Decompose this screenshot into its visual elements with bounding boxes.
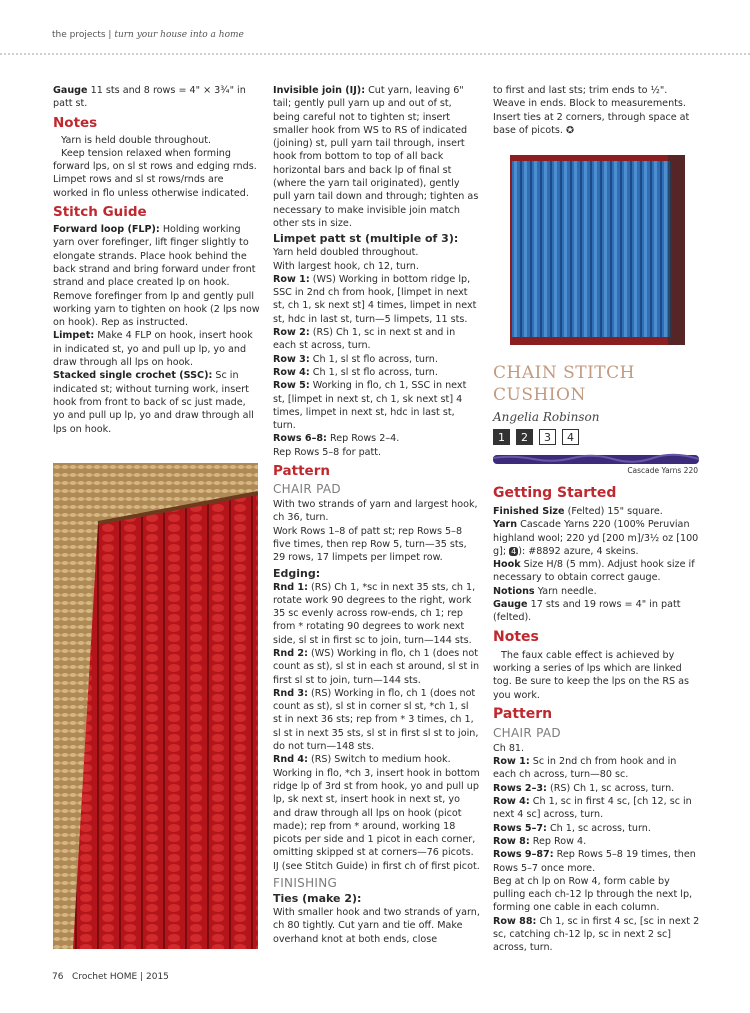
instruction: With largest hook, ch 12, turn. — [273, 260, 419, 272]
stitch-def-ssc: Stacked single crochet (SSC): Sc in indicated st; without turning work, insert hook from front to back of sc just made, yo and pull up lp, yo and draw through all lps on hook. — [53, 370, 254, 435]
stitch-def-limpet: Limpet: Make 4 FLP on hook, insert hook in indicated st, yo and pull up lp, yo and draw through all lps on hook. — [53, 330, 253, 369]
row-instruction: Rows 9–87: Rep Rows 5–8 19 times, then Rows 5–7 once more. — [493, 849, 696, 874]
row-instruction: Rows 6–8: Rep Rows 2–4. — [273, 433, 400, 445]
red-chair-pad-photo — [53, 463, 258, 949]
chair-pad-heading-2: CHAIR PAD — [493, 725, 561, 740]
section-subtitle: turn your house into a home — [114, 30, 244, 40]
issue-year: 2015 — [146, 972, 169, 982]
skill-levels — [493, 429, 579, 445]
row-instruction: Row 1: (WS) Working in bottom ridge lp, SSC in 2nd ch from hook, [limpet in next st, ch 1, sk next st] 4 times, limpet in next st, hdc in last st, turn—5 limpets, 11 sts. — [273, 273, 477, 325]
notes-heading: Notes — [53, 114, 98, 131]
instruction: to first and last sts; trim ends to ½". Weave in ends. Block to measurements. Insert ties at 2 corners, through space at base of picots. ✪ — [493, 85, 690, 136]
blue-cushion-photo — [510, 155, 685, 345]
row-instruction: Row 88: Ch 1, sc in first 4 sc, [sc in next 2 sc, catching ch-12 lp, sc in next 2 sc] across, turn. — [493, 915, 700, 954]
instruction: Work Rows 1–8 of patt st; rep Rows 5–8 five times, then rep Row 5, turn—35 sts, 29 rows, 17 limpets per limpet row. — [273, 525, 467, 564]
material-line: Gauge 17 sts and 19 rows = 4" in patt (felted). — [493, 599, 681, 624]
yarn-weight-badge: 4 — [511, 546, 517, 556]
round-instruction: Rnd 2: (WS) Working in flo, ch 1 (does not count as st), sl st in each st around, sl st in first sl st to join, turn—144 sts. — [273, 647, 480, 686]
finishing-heading: FINISHING — [273, 876, 338, 891]
instruction: Yarn held doubled throughout. — [273, 247, 419, 259]
page-number: 76 — [52, 972, 64, 982]
notes-text: Keep tension relaxed when forming forward lps, on sl st rows and edging rnds. Limpet rows and sl st rows/rnds are worked in flo unless otherwise indicated. — [53, 147, 257, 199]
material-line: Notions Yarn needle. — [493, 585, 597, 597]
stitch-guide-heading: Stitch Guide — [53, 204, 147, 221]
project-title: CHAIN STITCH CUSHION — [493, 363, 635, 405]
row-instruction: Row 5: Working in flo, ch 1, SSC in next st, [limpet in next st, ch 1, sk next st] 4 times, limpet in next st, hdc in last st, turn. — [273, 380, 467, 432]
yarn-swatch — [493, 452, 699, 466]
notes-heading-2: Notes — [493, 628, 539, 645]
page-footer: 76 Crochet HOME | 2015 — [52, 972, 169, 982]
header-divider — [0, 53, 750, 55]
right-column-bottom — [493, 481, 700, 955]
end-mark-icon: ✪ — [566, 124, 575, 136]
round-instruction: Rnd 3: (RS) Working in flo, ch 1 (does not count as st), sl st in corner sl st, *ch 1, sl st in next 36 sts; rep from * 3 times, ch 1, sl st in next 35 sts, sl st in first sl st to join, do not turn—148 sts. — [273, 687, 479, 753]
row-instruction: Rows 2–3: (RS) Ch 1, sc across, turn. — [493, 782, 675, 794]
skill-level-1: 1 — [493, 429, 510, 445]
skill-level-3: 3 — [539, 429, 556, 445]
magazine-name: Crochet HOME — [72, 972, 138, 982]
yarn-caption: Cascade Yarns 220 — [627, 466, 698, 475]
section-label: the projects — [52, 30, 106, 40]
gauge-line: Gauge 11 sts and 8 rows = 4" × 3¾" in patt st. — [53, 85, 246, 110]
row-instruction: Row 4: Ch 1, sc in first 4 sc, [ch 12, sc in next 4 sc] across, turn. — [493, 796, 692, 821]
instruction: With smaller hook and two strands of yarn, ch 80 tightly. Cut yarn and tie off. Make overhand knot at both ends, close — [273, 907, 480, 945]
row-instruction: Row 4: Ch 1, sl st flo across, turn. — [273, 366, 438, 378]
skill-level-2: 2 — [516, 429, 533, 445]
round-instruction: Rnd 1: (RS) Ch 1, *sc in next 35 sts, ch 1, rotate work 90 degrees to the right, work 35 sc evenly across row-ends, ch 1; rep from * rotating 90 degrees to work next side, sl st in first sc to join, turn—144 sts. — [273, 581, 476, 646]
row-instruction: Row 1: Sc in 2nd ch from hook and in each ch across, turn—80 sc. — [493, 756, 677, 781]
designer-name: Angelia Robinson — [493, 410, 600, 424]
notes-text: The faux cable effect is achieved by working a series of lps which are linked tog. Be sure to keep the lps on the RS as you work. — [493, 649, 690, 701]
getting-started-heading: Getting Started — [493, 485, 617, 501]
pattern-heading: Pattern — [273, 463, 330, 480]
right-column-top — [493, 84, 700, 137]
limpet-patt-heading: Limpet patt st (multiple of 3): — [273, 232, 459, 246]
instruction: Beg at ch lp on Row 4, form cable by pulling each ch-12 lp through the next lp, forming one cable in each column. — [493, 875, 693, 914]
instruction: Rep Rows 5–8 for patt. — [273, 446, 382, 458]
material-line: Finished Size (Felted) 15" square. — [493, 506, 663, 517]
row-instruction: Rows 5–7: Ch 1, sc across, turn. — [493, 822, 651, 834]
running-header: the projects | turn your house into a home — [52, 30, 244, 40]
skill-level-4: 4 — [562, 429, 579, 445]
row-instruction: Row 2: (RS) Ch 1, sc in next st and in each st across, turn. — [273, 327, 456, 352]
instruction: Ch 81. — [493, 742, 525, 754]
stitch-def-flp: Forward loop (FLP): Holding working yarn over forefinger, lift finger slightly to elongate strands. Place hook behind the back strand and bring forward under front strand and place created lp on hook. Remove forefinger from lp and gently pull working yarn to tighten on hook (2 lps now on hook). Rep as instructed. — [53, 224, 260, 329]
stitch-def-ij: Invisible join (IJ): Cut yarn, leaving 6" tail; gently pull yarn up and out of st, being careful not to tighten st; insert smaller hook from WS to RS of indicated (joining) st, pull yarn tail through, insert hook from bottom to top of all back horizontal bars and back lp of final st (where the yarn tail originated), gently pull yarn tail down and through; tighten as necessary to make invisible join match other sts in size. — [273, 85, 479, 229]
notes-text: Yarn is held double throughout. — [61, 134, 212, 146]
chair-pad-heading: CHAIR PAD — [273, 482, 341, 497]
round-instruction: Rnd 4: (RS) Switch to medium hook. Working in flo, *ch 3, insert hook in bottom ridge lp of 3rd st from hook, yo and pull up lp, sk next st, insert hook in next st, yo and draw through all lps on hook (picot made); rep from * around, working 18 picots per side and 1 picot in each corner, omitting skipped st at corners—76 picots. IJ (see Stitch Guide) in first ch of first picot. — [273, 754, 480, 872]
instruction: With two strands of yarn and largest hook, ch 36, turn. — [273, 499, 478, 524]
row-instruction: Row 3: Ch 1, sl st flo across, turn. — [273, 353, 438, 365]
edging-heading: Edging: — [273, 566, 321, 580]
material-line: Hook Size H/8 (5 mm). Adjust hook size if necessary to obtain correct gauge. — [493, 559, 695, 584]
row-instruction: Row 8: Rep Row 4. — [493, 835, 587, 847]
pattern-heading-2: Pattern — [493, 705, 553, 722]
ties-heading: Ties (make 2): — [273, 892, 362, 906]
middle-column — [273, 84, 480, 946]
material-line: Yarn Cascade Yarns 220 (100% Peruvian highland wool; 220 yd [200 m]/3½ oz [100 g]; 4 ): #8892 azure, 4 skeins. — [493, 519, 699, 557]
left-column — [53, 84, 260, 436]
